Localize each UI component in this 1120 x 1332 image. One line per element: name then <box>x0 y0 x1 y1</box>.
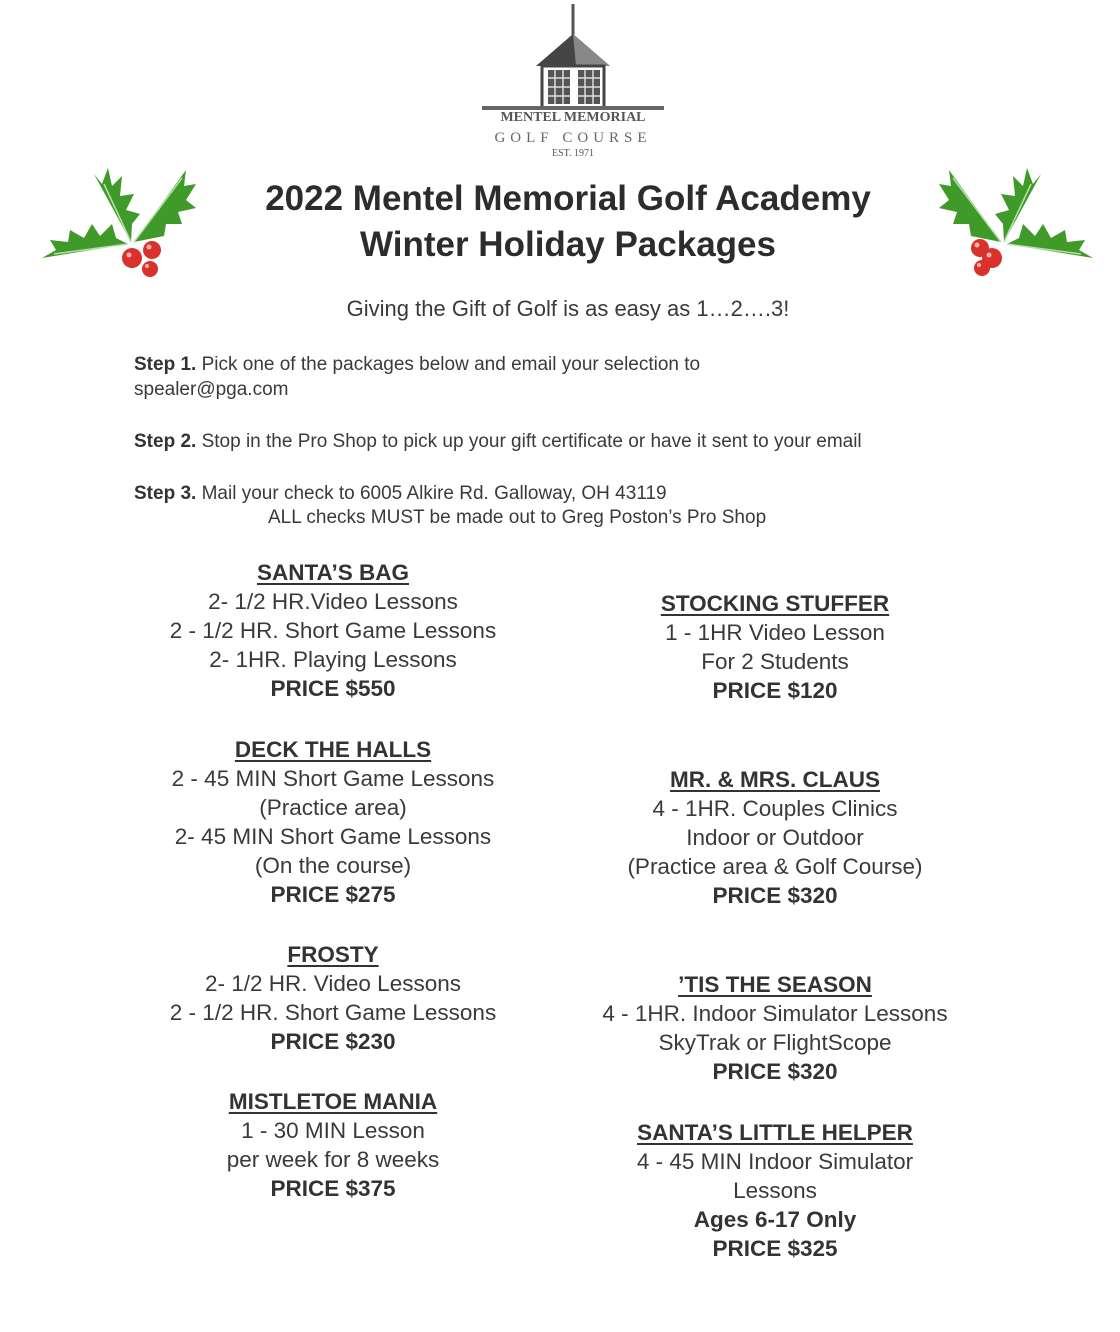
package-name: STOCKING STUFFER <box>660 591 890 616</box>
step-3 <box>134 481 934 506</box>
holly-right-icon <box>934 162 1099 282</box>
step-2-text: Stop in the Pro Shop to pick up your gift certificate or have it sent to your email <box>196 431 862 452</box>
package-line: 2 - 1/2 HR. Short Game Lessons <box>169 618 497 643</box>
package-mistletoe-mania <box>110 1087 556 1203</box>
package-line: 2- 45 MIN Short Game Lessons <box>174 824 492 849</box>
golf-course-logo <box>478 2 668 162</box>
step-2-label: Step 2. <box>134 431 197 452</box>
package-price: PRICE $275 <box>270 882 396 907</box>
logo-name: MENTEL MEMORIAL <box>500 110 646 125</box>
package-name: MR. & MRS. CLAUS <box>670 767 880 792</box>
package-line: Indoor or Outdoor <box>686 825 864 850</box>
package-name: MISTLETOE MANIA <box>228 1089 438 1114</box>
step-1-label: Step 1. <box>134 354 197 375</box>
package-frosty <box>110 940 556 1056</box>
package-line: 4 - 1HR. Indoor Simulator Lessons <box>602 1001 948 1026</box>
package-line: For 2 Students <box>701 649 849 674</box>
package-line: 4 - 45 MIN Indoor Simulator <box>636 1149 914 1174</box>
package-name: FROSTY <box>287 942 379 967</box>
package-mr-mrs-claus <box>553 765 997 910</box>
holly-left-icon <box>36 162 201 282</box>
package-line: 1 - 30 MIN Lesson <box>241 1118 425 1143</box>
package-line: SkyTrak or FlightScope <box>658 1030 892 1055</box>
package-stocking-stuffer <box>553 589 997 705</box>
package-line: 2 - 45 MIN Short Game Lessons <box>171 766 495 791</box>
package-price: PRICE $230 <box>270 1029 396 1054</box>
step-3-label: Step 3. <box>134 483 197 504</box>
package-name: ’TIS THE SEASON <box>678 972 872 997</box>
logo-established: EST. 1971 <box>551 148 595 159</box>
package-tis-the-season <box>553 970 997 1086</box>
step-1 <box>134 352 834 402</box>
package-line: Lessons <box>733 1178 817 1203</box>
package-line: 2- 1/2 HR. Video Lessons <box>205 971 461 996</box>
package-price: PRICE $320 <box>712 883 838 908</box>
step-1-text: Pick one of the packages below and email your selection to spealer@pga.com <box>134 354 701 400</box>
step-2 <box>134 429 1034 454</box>
title-line-1: 2022 Mentel Memorial Golf Academy <box>265 179 871 218</box>
package-price: PRICE $550 <box>270 676 396 701</box>
package-name: DECK THE HALLS <box>234 737 432 762</box>
package-line: (On the course) <box>254 853 412 878</box>
package-deck-the-halls <box>110 735 556 909</box>
package-santas-bag <box>110 558 556 703</box>
package-line: 2- 1HR. Playing Lessons <box>209 647 457 672</box>
package-santas-little-helper <box>553 1118 997 1263</box>
package-line: (Practice area & Golf Course) <box>627 854 923 879</box>
page-title <box>200 176 936 268</box>
subtitle: Giving the Gift of Golf is as easy as 1…2….3! <box>346 296 790 321</box>
package-name: SANTA’S LITTLE HELPER <box>637 1120 913 1145</box>
package-line: per week for 8 weeks <box>226 1147 440 1172</box>
package-age-note: Ages 6-17 Only <box>693 1207 857 1232</box>
step-3-text: Mail your check to 6005 Alkire Rd. Galloway, OH 43119 <box>196 483 667 504</box>
logo-subtitle: GOLF COURSE <box>494 130 652 146</box>
package-name: SANTA’S BAG <box>256 560 410 585</box>
package-line: (Practice area) <box>259 795 407 820</box>
package-price: PRICE $120 <box>712 678 838 703</box>
package-line: 4 - 1HR. Couples Clinics <box>652 796 898 821</box>
package-price: PRICE $375 <box>270 1176 396 1201</box>
package-line: 2 - 1/2 HR. Short Game Lessons <box>169 1000 497 1025</box>
clubhouse-cupola-icon <box>478 2 668 112</box>
package-price: PRICE $320 <box>712 1059 838 1084</box>
title-line-2: Winter Holiday Packages <box>360 225 776 264</box>
package-line: 2- 1/2 HR.Video Lessons <box>208 589 458 614</box>
step-3-note: ALL checks MUST be made out to Greg Poston’s Pro Shop <box>268 507 767 528</box>
package-price: PRICE $325 <box>712 1236 838 1261</box>
package-line: 1 - 1HR Video Lesson <box>665 620 885 645</box>
